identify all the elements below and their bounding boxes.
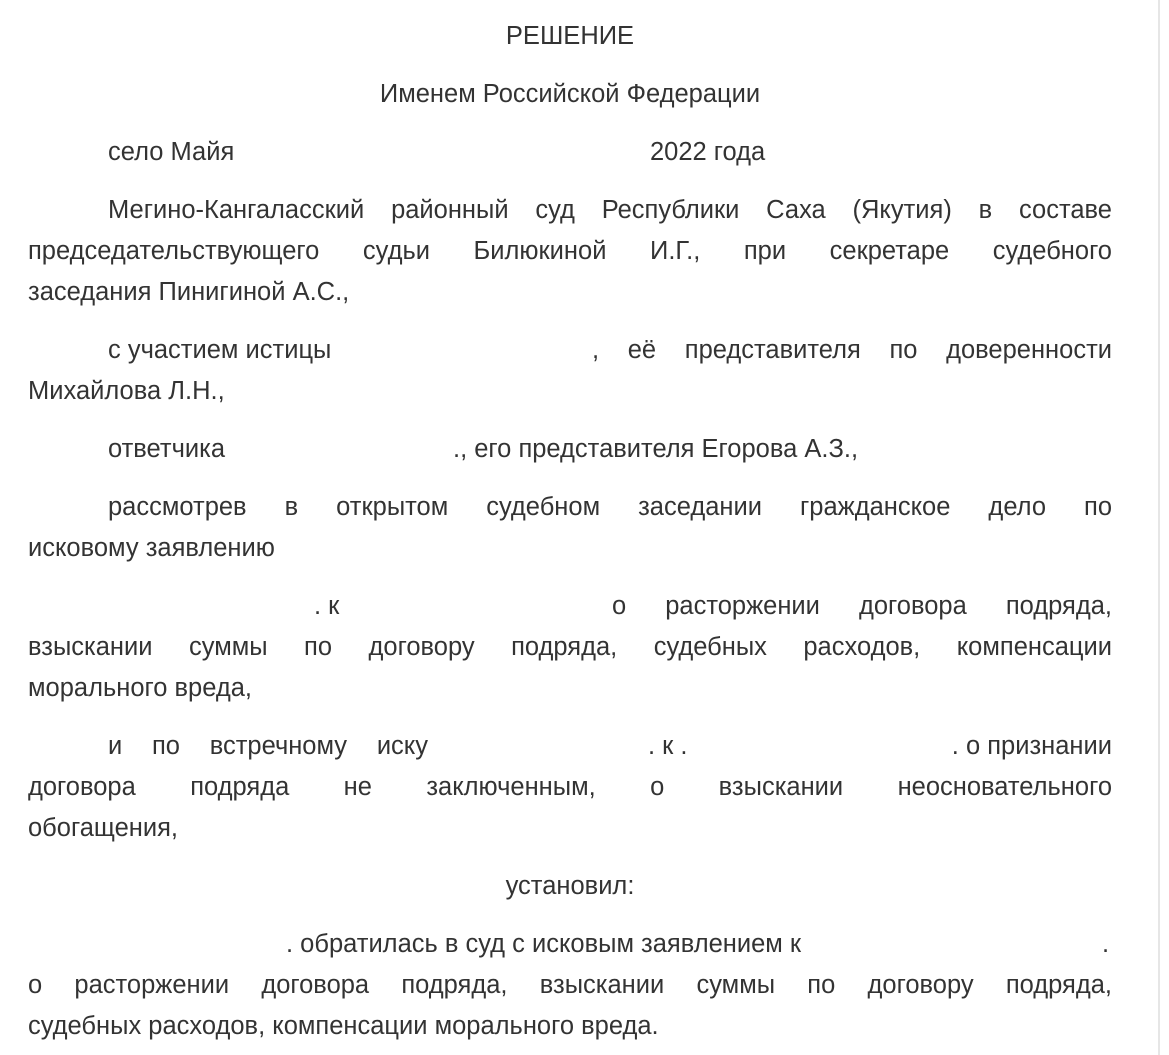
counterclaim-line-2: договора подряда не заключенным, о взыскании неосновательного <box>28 773 1112 801</box>
claim-line-2: взыскании суммы по договору подряда, судебных расходов, компенсации <box>28 633 1112 661</box>
court-line-3: заседания Пинигиной А.С., <box>28 278 350 306</box>
counterclaim-line-3: обогащения, <box>28 814 178 842</box>
document-title: РЕШЕНИЕ <box>505 22 635 50</box>
document-subtitle: Именем Российской Федерации <box>379 80 761 108</box>
plaintiff-suffix: , её представителя по доверенности <box>592 336 1112 364</box>
established-line-3: судебных расходов, компенсации морального вреда. <box>28 1012 659 1040</box>
considered-line-1: рассмотрев в открытом судебном заседании гражданское дело по <box>108 493 1112 521</box>
defendant-prefix: ответчика <box>108 435 226 463</box>
claim-line-3: морального вреда, <box>28 674 253 702</box>
plaintiff-representative: Михайлова Л.Н., <box>28 377 225 405</box>
considered-line-2: исковому заявлению <box>28 534 275 562</box>
established-line-1: . обратилась в суд с исковым заявлением к <box>286 930 802 958</box>
counterclaim-suffix: . о признании <box>951 732 1112 760</box>
court-line-1: Мегино-Кангаласский районный суд Республики Саха (Якутия) в составе <box>108 196 1112 224</box>
established-line-1-end: . <box>1102 930 1110 958</box>
decision-date: 2022 года <box>650 138 766 166</box>
court-line-2: председательствующего судьи Билюкиной И.Г., при секретаре судебного <box>28 237 1112 265</box>
claim-suffix: о расторжении договора подряда, <box>612 592 1112 620</box>
page-edge-divider <box>1158 0 1160 1055</box>
plaintiff-prefix: с участием истицы <box>108 336 332 364</box>
counterclaim-middle: . к . <box>648 732 688 760</box>
established-line-2: о расторжении договора подряда, взыскании суммы по договору подряда, <box>28 971 1112 999</box>
defendant-suffix: ., его представителя Егорова А.З., <box>453 435 859 463</box>
claim-middle: . к <box>314 592 340 620</box>
section-heading: установил: <box>505 872 635 900</box>
counterclaim-prefix: и по встречному иску <box>108 732 428 760</box>
place: село Майя <box>108 138 235 166</box>
